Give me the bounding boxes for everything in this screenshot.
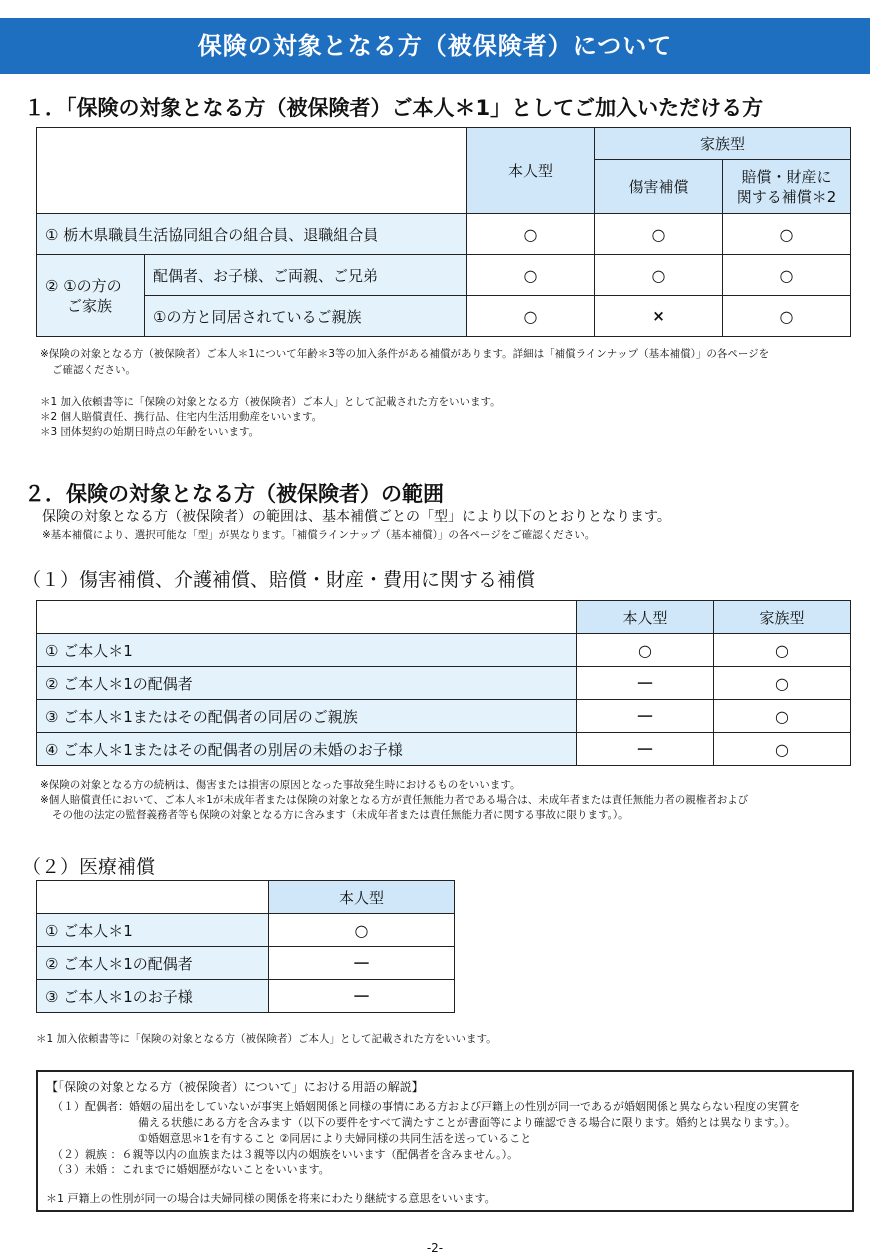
table-row [37,980,455,1013]
cell-honnin: － [269,980,455,1013]
cell-honnin: － [577,667,714,700]
table-corner [37,128,467,214]
glossary-line4: （２）親族 ：６親等以内の血族または３親等以内の姻族をいいます（配偶者を含みません。）。 [52,1148,519,1161]
group-label-family [37,255,145,337]
glossary-line2: 備える状態にある方を含みます（以下の要件をすべて満たすことが書面等により確認できる場合に限ります。婚約とは異なります。）。 [138,1116,797,1129]
cell-baisho: ○ [723,255,851,296]
cell-shogai: × [595,296,723,337]
col-header-baisho [723,160,851,214]
table-row [37,733,851,766]
row-label: ①の方と同居されているご親族 [145,296,467,337]
row-label: ④ ご本人＊1またはその配偶者の別居の未婚のお子様 [37,733,577,766]
cell-honnin: － [577,700,714,733]
section1-note1: ※保険の対象となる方（被保険者）ご本人＊1について年齢＊3等の加入条件がある補償があります。詳細は「補償ラインナップ（基本補償）」の各ページを [40,348,770,360]
col-header-kazoku: 家族型 [714,601,851,634]
glossary-line3: ①婚姻意思＊1を有すること ②同居により夫婦同様の共同生活を送っていること [138,1132,532,1145]
row-label: ③ ご本人＊1またはその配偶者の同居のご親族 [37,700,577,733]
col-header-kazoku: 家族型 [595,128,851,160]
table-row [37,947,455,980]
glossary-box [36,1070,854,1212]
cell-honnin: ○ [467,296,595,337]
table-corner [37,601,577,634]
cell-kazoku: ○ [714,634,851,667]
cell-baisho: ○ [723,296,851,337]
section1-note1-cont: ご確認ください。 [52,364,136,376]
scope-table-injury [36,600,851,766]
cell-kazoku: ○ [714,733,851,766]
table-row [37,255,851,296]
row-label: ① 栃木県職員生活協同組合の組合員、退職組合員 [37,214,467,255]
subsection1-note2: ※個人賠償責任において、ご本人＊1が未成年者または保険の対象となる方が責任無能力者である場合は、未成年者または責任無能力者の親権者および [40,794,749,806]
col-header-shogai: 傷害補償 [595,160,723,214]
eligibility-table [36,127,851,337]
row-label: ① ご本人＊1 [37,634,577,667]
table-row [37,296,851,337]
subsection1-heading: （１）傷害補償、介護補償、賠償・財産・費用に関する補償 [22,569,536,591]
page-banner-title: 保険の対象となる方（被保険者）について [0,18,870,74]
glossary-title: 【「保険の対象となる方（被保険者）について」における用語の解説】 [46,1080,424,1094]
section2-heading: ２．保険の対象となる方（被保険者）の範囲 [24,482,444,506]
section2-intro-note: ※基本補償により、選択可能な「型」が異なります。「補償ラインナップ（基本補償）」の各ページをご確認ください。 [42,529,596,541]
table-row [37,634,851,667]
glossary-line5: （３）未婚 ：これまでに婚姻歴がないことをいいます。 [52,1163,330,1176]
cell-kazoku: ○ [714,667,851,700]
footnote-1: ＊1 加入依頼書等に「保険の対象となる方（被保険者）ご本人」として記載された方をいいます。 [40,396,501,408]
group-label-line1: ② ①の方の [45,276,122,295]
glossary-footnote: ＊1 戸籍上の性別が同一の場合は夫婦同様の関係を将来にわたり継続する意思をいいます。 [46,1192,496,1205]
row-label: ③ ご本人＊1のお子様 [37,980,269,1013]
table-row [37,914,455,947]
cell-shogai: ○ [595,214,723,255]
page-number: -2- [426,1241,444,1255]
cell-honnin: ○ [467,214,595,255]
section1-heading: １．「保険の対象となる方（被保険者）ご本人＊1」としてご加入いただける方 [24,96,764,120]
cell-honnin: － [269,947,455,980]
group-label-line2: ご家族 [67,296,113,315]
table-row [37,214,851,255]
cell-honnin: ○ [577,634,714,667]
subsection1-note2-cont: その他の法定の監督義務者等も保険の対象となる方に含みます（未成年者または責任無能力者に関する事故に限ります。）。 [52,809,629,821]
col-header-baisho-line1: 賠償・財産に [741,167,832,186]
scope-table-medical [36,880,455,1013]
cell-honnin: ○ [467,255,595,296]
col-header-baisho-line2: 関する補償＊2 [736,187,837,206]
row-label: ① ご本人＊1 [37,914,269,947]
table-row [37,667,851,700]
cell-shogai: ○ [595,255,723,296]
row-label: ② ご本人＊1の配偶者 [37,947,269,980]
footnote-3: ＊3 団体契約の始期日時点の年齢をいいます。 [40,426,260,438]
glossary-line1: （１）配偶者：婚姻の届出をしていないが事実上婚姻関係と同様の事情にある方および戸籍上の性別が同一であるが婚姻関係と異ならない程度の実質を [52,1100,800,1113]
table-corner [37,881,269,914]
subsection2-heading: （２）医療補償 [22,856,156,878]
subsection1-note1: ※保険の対象となる方の続柄は、傷害または損害の原因となった事故発生時におけるものをいいます。 [40,779,521,791]
col-header-honnin: 本人型 [467,128,595,214]
subsection2-footnote: ＊1 加入依頼書等に「保険の対象となる方（被保険者）ご本人」として記載された方をいいます。 [36,1033,497,1045]
row-label: 配偶者、お子様、ご両親、ご兄弟 [145,255,467,296]
col-header-honnin: 本人型 [577,601,714,634]
cell-honnin: ○ [269,914,455,947]
cell-baisho: ○ [723,214,851,255]
section2-intro: 保険の対象となる方（被保険者）の範囲は、基本補償ごとの「型」により以下のとおりとなります。 [42,509,671,525]
footnote-2: ＊2 個人賠償責任、携行品、住宅内生活用動産をいいます。 [40,411,323,423]
cell-honnin: － [577,733,714,766]
row-label: ② ご本人＊1の配偶者 [37,667,577,700]
cell-kazoku: ○ [714,700,851,733]
col-header-honnin: 本人型 [269,881,455,914]
table-row [37,700,851,733]
